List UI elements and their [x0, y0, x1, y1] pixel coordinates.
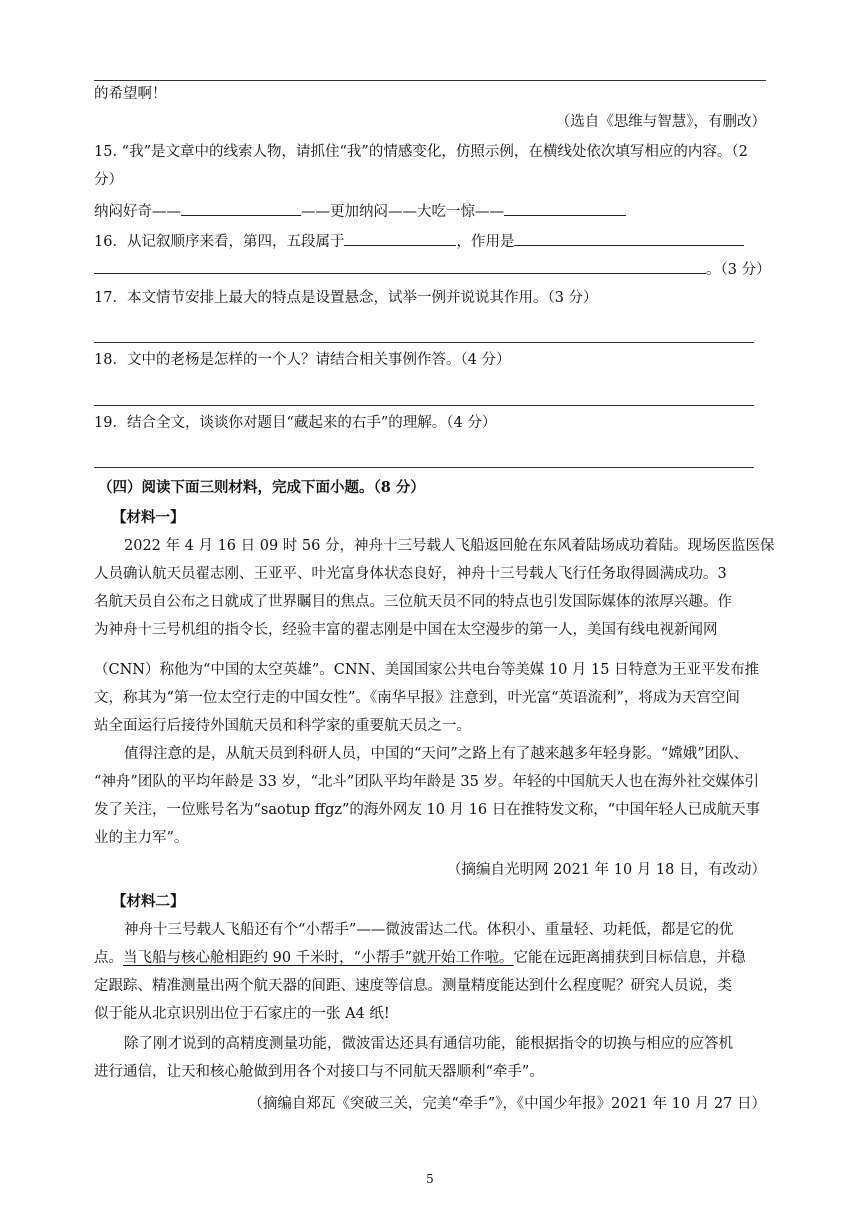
material-1-label: 【材料一】	[112, 509, 185, 526]
answer-line[interactable]	[94, 405, 754, 406]
material-1-line: 2022 年 4 月 16 日 09 时 56 分，神舟十三号载人飞船返回舱在东风着陆场成功着陆。现场医监医保	[124, 538, 775, 554]
top-rule	[94, 80, 766, 81]
material-1-line: 值得注意的是，从航天员到科研人员，中国的“天问”之路上有了越来越多年轻身影。“嫦娥”团队、	[124, 746, 749, 762]
material-2-line	[94, 948, 746, 968]
question-15-cont: 分）	[94, 172, 123, 188]
material-2-line: 进行通信，让天和核心舱做到用各个对接口与不同航天器顺利“牵手”。	[94, 1064, 544, 1080]
material-1-line: （CNN）称他为“中国的太空英雄”。CNN、美国国家公共电台等美媒 10 月 15 日特意为王亚平发布推	[94, 662, 760, 678]
answer-blank[interactable]	[344, 230, 456, 246]
material-2-text: 点。	[94, 950, 123, 966]
material-1-line: 名航天员自公布之日就成了世界瞩目的焦点。三位航天员不同的特点也引发国际媒体的浓厚兴趣。作	[94, 594, 732, 610]
material-2-line: 神舟十三号载人飞船还有个“小帮手”——微波雷达二代。体积小、重量轻、功耗低，都是它的优	[124, 922, 734, 938]
text-line: 的希望啊！	[94, 86, 167, 102]
question-16-text: 16．从记叙顺序来看，第四，五段属于	[94, 234, 345, 250]
material-1-line: “神舟”团队的平均年龄是 33 岁，“北斗”团队平均年龄是 35 岁。年轻的中国航天人也在海外社交媒体引	[94, 774, 759, 790]
question-15-chain	[94, 200, 626, 222]
answer-line[interactable]	[94, 342, 754, 343]
material-1-line: 发了关注，一位账号名为“saotup ffgz”的海外网友 10 月 16 日在推特发文称，“中国年轻人已成航天事	[94, 802, 761, 818]
material-1-line: 为神舟十三号机组的指令长，经验丰富的翟志刚是中国在太空漫步的第一人，美国有线电视新闻网	[94, 622, 718, 638]
material-2-line: 定跟踪、精准测量出两个航天器的间距、速度等信息。测量精度能达到什么程度呢？研究人员说，类	[94, 978, 732, 994]
page-number: 5	[426, 1172, 434, 1186]
chain-middle: ——更加纳闷——大吃一惊——	[301, 204, 504, 220]
question-16-mid: ，作用是	[456, 234, 515, 250]
answer-blank[interactable]	[514, 230, 744, 246]
answer-line[interactable]	[94, 467, 754, 468]
material-2-line: 似于能从北京识别出位于石家庄的一张 A4 纸!	[94, 1006, 390, 1022]
material-2-source: （摘编自郑瓦《突破三关，完美“牵手”》，《中国少年报》2021 年 10 月 27 日）	[248, 1096, 766, 1112]
question-15: 15. “我”是文章中的线索人物，请抓住“我”的情感变化，仿照示例，在横线处依次填写相应的内容。（2	[94, 144, 748, 160]
material-1-line: 业的主力军”。	[94, 830, 189, 846]
answer-blank[interactable]	[94, 258, 706, 274]
chain-start: 纳闷好奇——	[94, 204, 181, 220]
answer-blank[interactable]	[504, 200, 626, 216]
material-1-source: （摘编自光明网 2021 年 10 月 18 日，有改动）	[447, 862, 766, 878]
question-16-line2	[94, 258, 771, 280]
answer-blank[interactable]	[181, 200, 301, 216]
section-heading: （四）阅读下面三则材料，完成下面小题。（8 分）	[98, 479, 425, 496]
material-2-text: 它能在远距离捕获到目标信息，并稳	[513, 950, 746, 966]
question-16-score: 。（3 分）	[706, 262, 771, 278]
question-17: 17．本文情节安排上最大的特点是设置悬念，试举一例并说说其作用。（3 分）	[94, 290, 598, 306]
material-2-line: 除了刚才说到的高精度测量功能，微波雷达还具有通信功能，能根据指令的切换与相应的应答机	[124, 1036, 733, 1052]
question-19: 19．结合全文，谈谈你对题目“藏起来的右手”的理解。（4 分）	[94, 415, 497, 431]
question-18: 18．文中的老杨是怎样的一个人？请结合相关事例作答。（4 分）	[94, 352, 511, 368]
material-2-label: 【材料二】	[112, 893, 185, 910]
underlined-sentence: 当飞船与核心舱相距约 90 千米时，“小帮手”就开始工作啦。	[123, 950, 514, 966]
question-16	[94, 230, 744, 252]
source-note: （选自《思维与智慧》，有删改）	[555, 114, 766, 130]
material-1-line: 文，称其为“第一位太空行走的中国女性”。《南华早报》注意到，叶光富“英语流利”，将成为天宫空间	[94, 690, 740, 706]
material-1-line: 站全面运行后接待外国航天员和科学家的重要航天员之一。	[94, 718, 471, 734]
material-1-line: 人员确认航天员翟志刚、王亚平、叶光富身体状态良好，神舟十三号载人飞行任务取得圆满成功。3	[94, 566, 727, 582]
